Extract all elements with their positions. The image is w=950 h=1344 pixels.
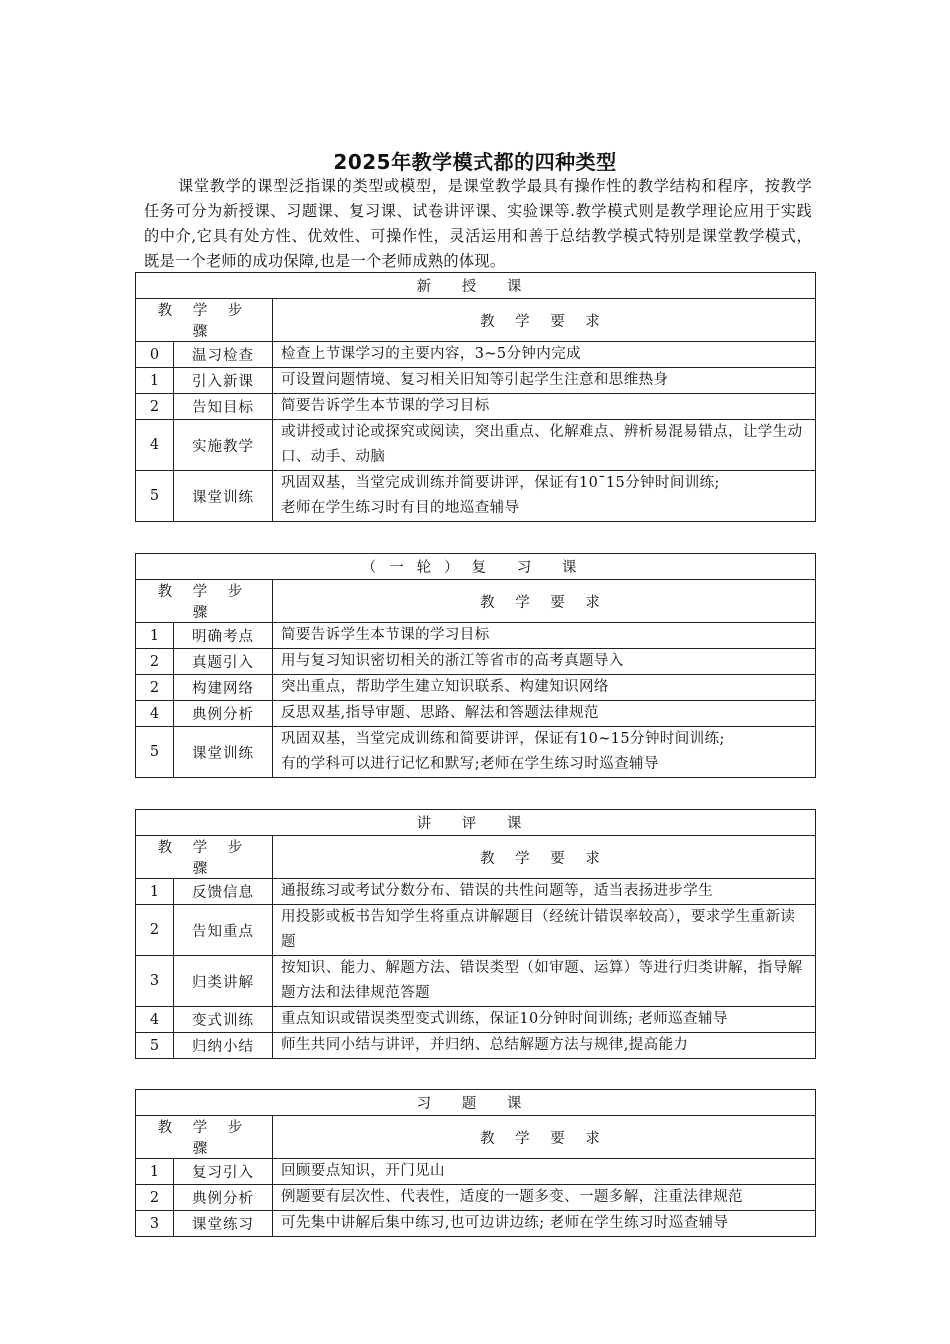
row-step: 实施教学	[174, 420, 273, 471]
row-number: 2	[136, 1185, 174, 1211]
row-requirement: 师生共同小结与讲评，并归纳、总结解题方法与规律,提高能力	[273, 1033, 816, 1059]
row-step: 课堂训练	[174, 471, 273, 522]
column-header-step: 教 学 步 骤	[136, 299, 273, 342]
table-row	[136, 1211, 816, 1237]
row-number: 4	[136, 701, 174, 727]
row-number: 2	[136, 675, 174, 701]
table-row	[136, 649, 816, 675]
row-step: 明确考点	[174, 623, 273, 649]
table-row	[136, 1033, 816, 1059]
column-header-requirement: 教 学 要 求	[273, 836, 816, 879]
row-requirement: 重点知识或错误类型变式训练，保证10分钟时间训练; 老师巡查辅导	[273, 1007, 816, 1033]
row-step: 归类讲解	[174, 956, 273, 1007]
row-requirement: 例题要有层次性、代表性，适度的一题多变、一题多解，注重法律规范	[273, 1185, 816, 1211]
row-number: 2	[136, 394, 174, 420]
row-number: 1	[136, 368, 174, 394]
column-header-step: 教 学 步 骤	[136, 1116, 273, 1159]
row-requirement	[273, 727, 816, 778]
row-number: 1	[136, 879, 174, 905]
table-row	[136, 956, 816, 1007]
row-number: 5	[136, 1033, 174, 1059]
row-step: 典例分析	[174, 1185, 273, 1211]
row-step: 典例分析	[174, 701, 273, 727]
row-step: 归纳小结	[174, 1033, 273, 1059]
column-header-requirement: 教 学 要 求	[273, 1116, 816, 1159]
row-number: 3	[136, 1211, 174, 1237]
table-title: 习 题 课	[136, 1090, 816, 1116]
row-number: 5	[136, 471, 174, 522]
row-step: 告知重点	[174, 905, 273, 956]
row-number: 0	[136, 342, 174, 368]
row-step: 课堂训练	[174, 727, 273, 778]
row-step: 课堂练习	[174, 1211, 273, 1237]
column-header-step: 教 学 步 骤	[136, 836, 273, 879]
table-row	[136, 905, 816, 956]
row-step: 温习检查	[174, 342, 273, 368]
table-row	[136, 675, 816, 701]
table-row	[136, 342, 816, 368]
table-new-lesson	[135, 272, 816, 522]
table-row	[136, 879, 816, 905]
row-requirement: 突出重点，帮助学生建立知识联系、构建知识网络	[273, 675, 816, 701]
row-requirement: 用与复习知识密切相关的浙江等省市的高考真题导入	[273, 649, 816, 675]
requirement-line: 有的学科可以进行记忆和默写;老师在学生练习时巡查辅导	[281, 756, 659, 772]
table-row	[136, 623, 816, 649]
table-exercise-lesson	[135, 1089, 816, 1237]
table-row	[136, 1185, 816, 1211]
column-header-step: 教 学 步 骤	[136, 580, 273, 623]
row-requirement: 简要告诉学生本节课的学习目标	[273, 623, 816, 649]
row-number: 1	[136, 623, 174, 649]
row-requirement: 反思双基,指导审题、思路、解法和答题法律规范	[273, 701, 816, 727]
row-requirement: 通报练习或考试分数分布、错误的共性问题等，适当表扬进步学生	[273, 879, 816, 905]
table-row	[136, 471, 816, 522]
row-step: 变式训练	[174, 1007, 273, 1033]
row-step: 构建网络	[174, 675, 273, 701]
table-row	[136, 394, 816, 420]
table-evaluation-lesson	[135, 809, 816, 1059]
row-number: 3	[136, 956, 174, 1007]
row-number: 2	[136, 905, 174, 956]
row-step: 引入新课	[174, 368, 273, 394]
column-header-requirement: 教 学 要 求	[273, 299, 816, 342]
table-title: （一轮）复 习 课	[136, 554, 816, 580]
row-requirement: 按知识、能力、解题方法、错误类型（如审题、运算）等进行归类讲解，指导解题方法和法律规范答题	[273, 956, 816, 1007]
table-review-lesson	[135, 553, 816, 778]
row-number: 1	[136, 1159, 174, 1185]
row-number: 5	[136, 727, 174, 778]
table-title: 新 授 课	[136, 273, 816, 299]
intro-paragraph: 课堂教学的课型泛指课的类型或模型，是课堂教学最具有操作性的教学结构和程序，按教学任务可分为新授课、习题课、复习课、试卷讲评课、实验课等.教学模式则是教学理论应用于实践的中介,它具有处方性、优效性、可操作性，灵活运用和善于总结教学模式特别是课堂教学模式，既是一个老师的成功保障,也是一个老师成熟的体现。	[144, 177, 812, 270]
requirement-line: 巩固双基，当堂完成训练和简要讲评，保证有10~15分钟时间训练;	[281, 731, 725, 747]
table-row	[136, 727, 816, 778]
table-row	[136, 701, 816, 727]
row-step: 真题引入	[174, 649, 273, 675]
row-requirement: 简要告诉学生本节课的学习目标	[273, 394, 816, 420]
row-step: 告知目标	[174, 394, 273, 420]
table-row	[136, 368, 816, 394]
row-requirement: 回顾要点知识，开门见山	[273, 1159, 816, 1185]
requirement-line: 老师在学生练习时有目的地巡查辅导	[281, 500, 520, 516]
page-title: 2025年教学模式都的四种类型	[333, 150, 617, 174]
table-title: 讲 评 课	[136, 810, 816, 836]
row-requirement	[273, 471, 816, 522]
row-requirement: 检查上节课学习的主要内容，3~5分钟内完成	[273, 342, 816, 368]
table-row	[136, 1007, 816, 1033]
column-header-requirement: 教 学 要 求	[273, 580, 816, 623]
table-row	[136, 1159, 816, 1185]
row-requirement: 可先集中讲解后集中练习,也可边讲边练; 老师在学生练习时巡查辅导	[273, 1211, 816, 1237]
row-requirement: 或讲授或讨论或探究或阅读，突出重点、化解难点、辨析易混易错点，让学生动口、动手、动脑	[273, 420, 816, 471]
row-step: 反馈信息	[174, 879, 273, 905]
row-requirement: 可设置问题情境、复习相关旧知等引起学生注意和思维热身	[273, 368, 816, 394]
row-requirement: 用投影或板书告知学生将重点讲解题目（经统计错误率较高），要求学生重新读题	[273, 905, 816, 956]
row-number: 2	[136, 649, 174, 675]
row-step: 复习引入	[174, 1159, 273, 1185]
row-number: 4	[136, 420, 174, 471]
table-row	[136, 420, 816, 471]
requirement-line: 巩固双基，当堂完成训练并简要讲评，保证有10¯15分钟时间训练;	[281, 475, 720, 491]
row-number: 4	[136, 1007, 174, 1033]
